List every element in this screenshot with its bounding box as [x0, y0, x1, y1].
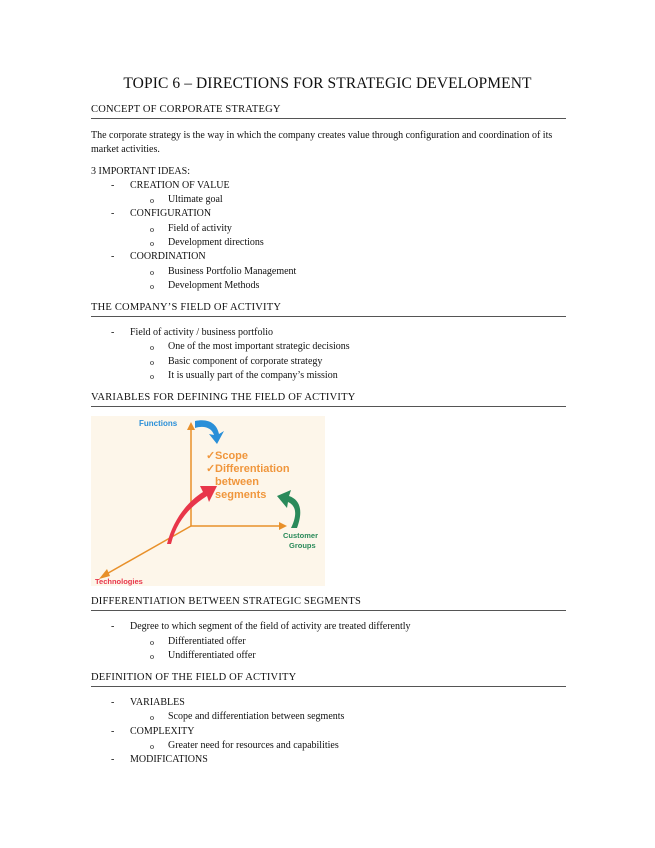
bullet-marker: o: [150, 268, 154, 277]
list-item: Degree to which segment of the field of activity are treated differently: [130, 621, 411, 632]
sub-list-item: Development directions: [168, 237, 264, 248]
differentiation-label-line3: segments: [215, 489, 267, 501]
dash-marker: -: [111, 621, 115, 632]
dash-marker: -: [111, 754, 115, 765]
section-heading-variables: VARIABLES FOR DEFINING THE FIELD OF ACTIVITY: [91, 392, 566, 407]
sub-list-item: One of the most important strategic decisions: [168, 341, 350, 352]
bullet-marker: o: [150, 358, 154, 367]
section-heading-field: THE COMPANY’S FIELD OF ACTIVITY: [91, 302, 566, 317]
differentiation-label-line1: Differentiation: [215, 463, 290, 475]
differentiation-check-icon: ✓: [206, 463, 216, 475]
list-item: COORDINATION: [130, 251, 206, 262]
bullet-marker: o: [150, 652, 154, 661]
sub-list-item: Differentiated offer: [168, 636, 246, 647]
sub-list-item: Greater need for resources and capabilities: [168, 740, 339, 751]
list-item: Field of activity / business portfolio: [130, 327, 274, 338]
technologies-label: Technologies: [95, 577, 143, 586]
bullet-marker: o: [150, 225, 154, 234]
list-item: MODIFICATIONS: [130, 754, 208, 765]
list-item: CREATION OF VALUE: [130, 180, 230, 191]
bullet-marker: o: [150, 282, 154, 291]
dash-marker: -: [111, 251, 115, 262]
bullet-marker: o: [150, 196, 154, 205]
bullet-marker: o: [150, 343, 154, 352]
scope-check-icon: ✓: [206, 450, 216, 462]
list-item: VARIABLES: [130, 697, 185, 708]
sub-list-item: Development Methods: [168, 280, 260, 291]
list-item: COMPLEXITY: [130, 726, 195, 737]
bullet-marker: o: [150, 742, 154, 751]
ideas-label: 3 IMPORTANT IDEAS:: [91, 166, 190, 177]
page-title: TOPIC 6 – DIRECTIONS FOR STRATEGIC DEVELOPMENT: [123, 75, 532, 92]
bullet-marker: o: [150, 239, 154, 248]
sub-list-item: Basic component of corporate strategy: [168, 356, 323, 367]
sub-list-item: Undifferentiated offer: [168, 650, 256, 661]
differentiation-label-line2: between: [215, 476, 260, 488]
dash-marker: -: [111, 180, 115, 191]
section-heading-definition: DEFINITION OF THE FIELD OF ACTIVITY: [91, 672, 566, 687]
bullet-marker: o: [150, 713, 154, 722]
dash-marker: -: [111, 697, 115, 708]
sub-list-item: Ultimate goal: [168, 194, 223, 205]
section-heading-concept: CONCEPT OF CORPORATE STRATEGY: [91, 104, 566, 119]
bullet-marker: o: [150, 638, 154, 647]
dash-marker: -: [111, 208, 115, 219]
functions-label: Functions: [139, 419, 178, 428]
customer-label-line1: Customer: [283, 531, 319, 540]
sub-list-item: Scope and differentiation between segments: [168, 711, 345, 722]
field-of-activity-diagram: [91, 416, 325, 586]
dash-marker: -: [111, 327, 115, 338]
customer-label-line2: Groups: [289, 541, 316, 550]
bullet-marker: o: [150, 372, 154, 381]
list-item: CONFIGURATION: [130, 208, 212, 219]
section-heading-differentiation: DIFFERENTIATION BETWEEN STRATEGIC SEGMENTS: [91, 596, 566, 611]
sub-list-item: Business Portfolio Management: [168, 266, 297, 277]
scope-label: Scope: [215, 450, 249, 462]
sub-list-item: Field of activity: [168, 223, 232, 234]
dash-marker: -: [111, 726, 115, 737]
sub-list-item: It is usually part of the company’s mission: [168, 370, 338, 381]
concept-paragraph: The corporate strategy is the way in which the company creates value through configuration and coordination of its market activities.: [91, 130, 553, 155]
